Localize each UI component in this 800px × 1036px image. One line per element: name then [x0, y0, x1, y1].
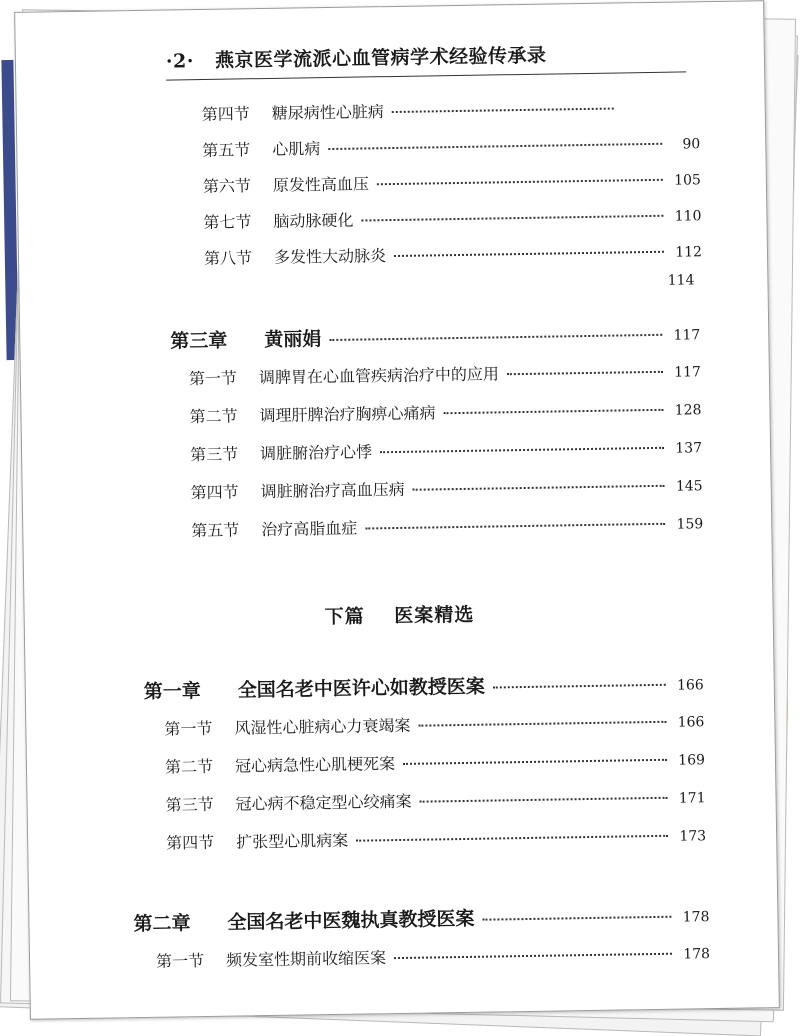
header-page-number: ·2·	[165, 50, 195, 73]
chapter-page-number: 166	[676, 677, 704, 694]
toc-entry[interactable]	[204, 238, 702, 269]
part-label: 下篇	[324, 605, 365, 629]
chapter-number: 第二章	[133, 912, 191, 936]
entry-title: 风湿性心脏病心力衰竭案	[234, 715, 411, 738]
entry-number: 第六节	[202, 176, 252, 197]
entry-number: 第三节	[165, 794, 214, 815]
entry-number: 第八节	[203, 248, 253, 268]
entry-number: 第七节	[203, 212, 252, 233]
toc-entry[interactable]	[156, 940, 710, 972]
chapter-number: 第三章	[170, 329, 228, 353]
chapter-title: 黄丽娟	[264, 328, 322, 352]
dot-leader	[394, 251, 664, 257]
entry-title: 原发性高血压	[272, 174, 370, 195]
toc-entry[interactable]	[202, 95, 622, 125]
toc-chapter[interactable]	[170, 318, 700, 353]
toc-chapter[interactable]	[144, 668, 704, 704]
dot-leader	[482, 916, 671, 921]
toc-entry[interactable]	[189, 358, 701, 389]
entry-title: 糖尿病性心脏病	[271, 102, 384, 123]
toc-entry[interactable]	[202, 130, 700, 161]
toc-orphan-page	[664, 272, 694, 288]
running-header	[166, 38, 686, 80]
entry-title: 冠心病不稳定型心绞痛案	[235, 791, 412, 814]
toc-entry[interactable]	[203, 202, 701, 233]
entry-page-number: 171	[678, 790, 706, 807]
dot-leader	[361, 215, 663, 222]
entry-number: 第四节	[201, 104, 250, 125]
dot-leader	[403, 759, 667, 765]
dot-leader	[377, 179, 663, 185]
entry-title: 调脏腑治疗心悸	[259, 442, 373, 464]
dot-leader	[443, 409, 663, 414]
entry-title: 多发性大动脉炎	[273, 246, 387, 267]
toc-entry[interactable]	[190, 434, 702, 465]
entry-number: 第二节	[189, 406, 238, 427]
toc-entry[interactable]	[189, 396, 701, 427]
entry-number: 第二节	[164, 756, 214, 777]
dot-leader	[392, 108, 614, 113]
entry-page-number: 166	[677, 714, 705, 731]
chapter-page-number: 117	[673, 327, 701, 344]
chapter-page-number: 178	[682, 909, 710, 926]
dot-leader	[328, 143, 662, 150]
toc-entry[interactable]	[165, 784, 705, 815]
entry-page-number: 169	[678, 752, 706, 769]
entry-title: 冠心病急性心肌梗死案	[234, 754, 396, 776]
entry-number: 第五节	[191, 520, 240, 541]
entry-page-number: 137	[675, 440, 703, 457]
entry-page-number: 90	[682, 136, 701, 153]
entry-number: 第四节	[166, 832, 215, 853]
entry-title: 治疗高脂血症	[261, 518, 358, 540]
dot-leader	[329, 334, 662, 341]
dot-leader	[356, 835, 668, 842]
entry-page-number: 114	[667, 272, 695, 289]
toc-entry[interactable]	[165, 746, 705, 777]
entry-page-number: 117	[674, 364, 701, 381]
entry-page-number: 112	[675, 244, 703, 261]
entry-page-number: 159	[676, 516, 704, 533]
chapter-number: 第一章	[143, 680, 202, 703]
toc-entry[interactable]	[191, 510, 703, 541]
dot-leader	[493, 684, 666, 689]
dot-leader	[380, 447, 664, 453]
toc-entry[interactable]	[166, 822, 706, 853]
entry-number: 第四节	[190, 482, 239, 503]
header-book-title: 燕京医学流派心血管病学术经验传承录	[214, 44, 547, 72]
chapter-title: 全国名老中医魏执真教授医案	[227, 907, 475, 934]
toc-entry[interactable]	[164, 708, 704, 739]
entry-page-number: 128	[674, 402, 702, 419]
dot-leader	[413, 485, 665, 491]
toc-entry[interactable]	[203, 166, 701, 197]
entry-page-number: 178	[683, 946, 711, 963]
entry-title: 脑动脉硬化	[273, 210, 354, 231]
entry-number: 第一节	[155, 951, 205, 971]
dot-leader	[394, 953, 672, 959]
toc-entry[interactable]	[191, 472, 703, 503]
dot-leader	[418, 721, 666, 727]
entry-title: 调脏腑治疗高血压病	[260, 479, 405, 502]
chapter-title: 全国名老中医许心如教授医案	[237, 675, 485, 702]
entry-number: 第三节	[189, 444, 239, 465]
entry-title: 心肌病	[272, 139, 321, 159]
toc-page	[14, 0, 780, 1020]
entry-page-number: 173	[679, 828, 707, 845]
entry-number: 第一节	[188, 368, 238, 389]
entry-page-number: 110	[674, 208, 702, 225]
part-title: 医案精选	[394, 603, 475, 628]
dot-leader	[365, 523, 665, 530]
entry-number: 第五节	[202, 140, 251, 161]
entry-number: 第一节	[164, 718, 213, 739]
part-heading	[324, 600, 474, 629]
entry-title: 调脾胃在心血管疾病治疗中的应用	[258, 364, 500, 388]
entry-page-number: 105	[674, 172, 701, 189]
dot-leader	[507, 371, 663, 375]
entry-title: 频发室性期前收缩医案	[225, 948, 387, 970]
toc-chapter[interactable]	[133, 900, 709, 936]
dot-leader	[420, 797, 668, 803]
entry-page-number: 145	[675, 478, 703, 495]
entry-title: 调理肝脾治疗胸痹心痛病	[259, 403, 436, 426]
entry-title: 扩张型心肌病案	[236, 830, 349, 852]
